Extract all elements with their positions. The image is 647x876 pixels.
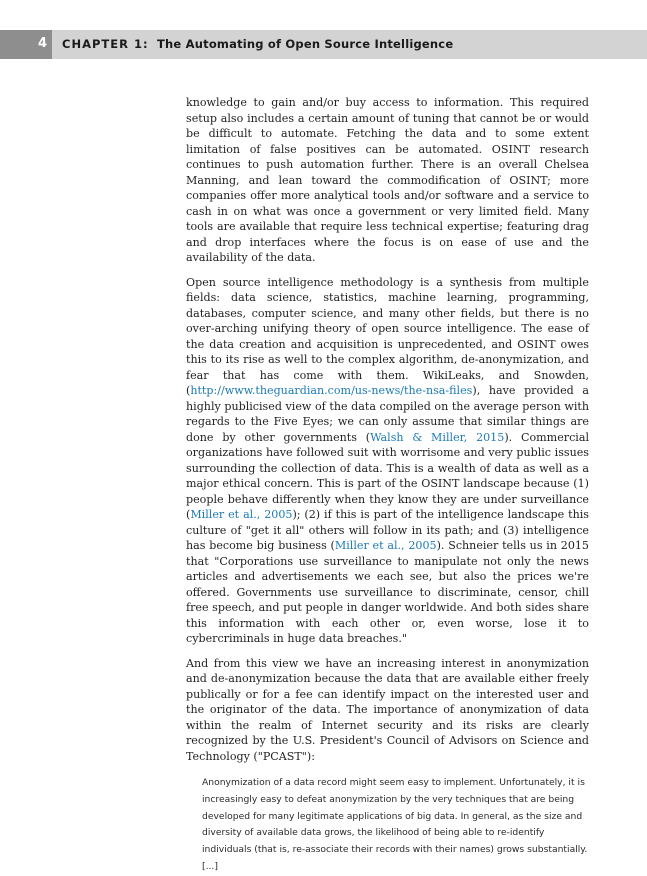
page-number: 4 bbox=[38, 36, 48, 51]
paragraph-2-part-c: ). Commercial organizations have followed suit with worrisome and very public issues surrounding the collection of data. This is a wealth of data as well as a major ethical concern. This is part of the OSINT landscape because (1) people behave differently when they know they are under surveillance ( bbox=[186, 430, 589, 521]
page-number-box bbox=[0, 30, 52, 59]
chapter-label: CHAPTER 1: bbox=[62, 37, 149, 51]
paragraph-2 bbox=[186, 275, 589, 647]
paragraph-2-part-d: ); (2) if this is part of the intelligence landscape this culture of "get it all" others will follow in its path; and (3) intelligence has become big business ( bbox=[186, 508, 589, 552]
block-quote: Anonymization of a data record might seem easy to implement. Unfortunately, it is increasingly easy to defeat anonymization by the very techniques that are being developed for many legitimate applications of big data. In general, as the size and diversity of available data grows, the likelihood of being able to re-identify individuals (that is, re-associate their records with their names) grows substantially. [...] bbox=[202, 777, 588, 872]
body-text bbox=[186, 95, 589, 876]
citation-miller-1[interactable]: Miller et al., 2005 bbox=[190, 508, 293, 521]
nsa-files-link[interactable]: http://www.theguardian.com/us-news/the-nsa-files bbox=[190, 384, 473, 397]
paragraph-2-part-b: ), have provided a highly publicised view of the data compiled on the average person with regards to the Five Eyes; we can only assume that similar things are done by other governments ( bbox=[186, 384, 589, 444]
paragraph-1: knowledge to gain and/or buy access to information. This required setup also includes a certain amount of tuning that cannot be or would be difficult to automate. Fetching the data and to some extent limitation of false positives can be automated. OSINT research continues to push automation further. There is an overall Chelsea Manning, and lean toward the commodification of OSINT; more companies offer more analytical tools and/or software and a service to cash in on what was once a government or very limited field. Many tools are available that require less technical expertise; featuring drag and drop interfaces where the focus is on ease of use and the availability of the data. bbox=[186, 96, 589, 264]
citation-walsh-miller[interactable]: Walsh & Miller, 2015 bbox=[370, 430, 505, 444]
chapter-title: The Automating of Open Source Intelligence bbox=[157, 37, 454, 51]
citation-miller-2[interactable]: Miller et al., 2005 bbox=[334, 539, 437, 552]
paragraph-2-part-e: ). Schneier tells us in 2015 that "Corporations use surveillance to manipulate not only the news articles and advertisements we each see, but also the prices we're offered. Governments use surveillance to discriminate, censor, chill free speech, and put people in danger worldwide. And both sides share this information with each other or, even worse, lose it to cybercriminals in huge data breaches." bbox=[186, 539, 589, 645]
running-header bbox=[0, 30, 647, 59]
paragraph-3: And from this view we have an increasing interest in anonymization and de-anonymization because the data that are available either freely publically or for a fee can identify impact on the interested user and the originator of the data. The importance of anonymization of data within the realm of Internet security and its risks are clearly recognized by the U.S. President's Council of Advisors on Science and Technology ("PCAST"): bbox=[186, 656, 589, 763]
paragraph-2-part-a: Open source intelligence methodology is a synthesis from multiple fields: data science, statistics, machine learning, programming, databases, computer science, and many other fields, but there is no over-arching unifying theory of open source intelligence. The ease of the data creation and acquisition is unprecedented, and OSINT owes this to its rise as well to the complex algorithm, de-anonymization, and fear that has come with them. WikiLeaks, and Snowden, ( bbox=[186, 275, 589, 397]
